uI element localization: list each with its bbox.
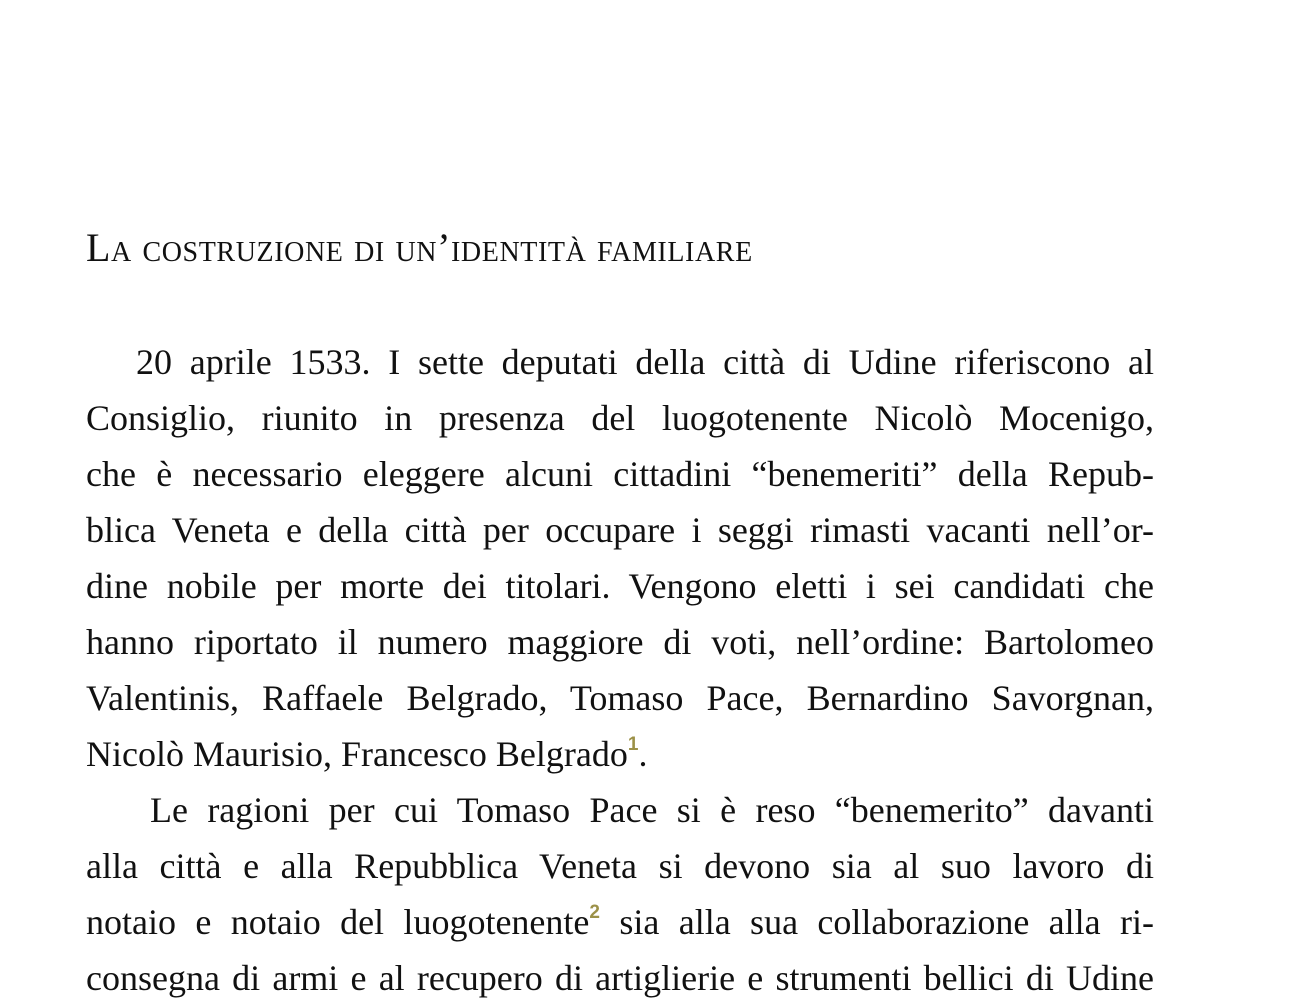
section-heading: La costruzione di un’identità familiare: [86, 225, 753, 270]
paragraph-1: [86, 334, 1154, 782]
text-line-partial: consegna di armi e al recupero di artiglierie e strumenti bellici di Udine: [86, 958, 1154, 998]
text-line: 20 aprile 1533. I sette deputati della città di Udine riferiscono al: [136, 342, 1154, 382]
text-line: Consiglio, riunito in presenza del luogotenente Nicolò Mocenigo,: [86, 398, 1154, 438]
footnote-ref-1[interactable]: 1: [627, 734, 639, 755]
body-text: [86, 334, 1154, 1006]
paragraph-2: [86, 782, 1154, 1006]
text-fragment: sia alla sua collaborazione alla ri-: [599, 902, 1155, 942]
text-line: che è necessario eleggere alcuni cittadini “benemeriti” della Repub-: [86, 454, 1154, 494]
text-line: blica Veneta e della città per occupare i seggi rimasti vacanti nell’or-: [86, 510, 1154, 550]
text-line: dine nobile per morte dei titolari. Vengono eletti i sei candidati che: [86, 566, 1154, 606]
text-line: hanno riportato il numero maggiore di voti, nell’ordine: Bartolomeo: [86, 622, 1154, 662]
text-fragment: Nicolò Maurisio, Francesco Belgrado: [86, 734, 628, 774]
text-fragment: .: [638, 734, 648, 774]
text-line: [86, 726, 1154, 782]
text-line: Le ragioni per cui Tomaso Pace si è reso “benemerito” davanti: [150, 790, 1154, 830]
footnote-ref-2[interactable]: 2: [589, 902, 600, 923]
text-fragment: notaio e notaio del luogotenente: [86, 902, 590, 942]
text-line: [86, 894, 1154, 950]
document-page: [86, 0, 1155, 998]
text-line: Valentinis, Raffaele Belgrado, Tomaso Pace, Bernardino Savorgnan,: [86, 678, 1154, 718]
text-line: alla città e alla Repubblica Veneta si devono sia al suo lavoro di: [86, 846, 1154, 886]
